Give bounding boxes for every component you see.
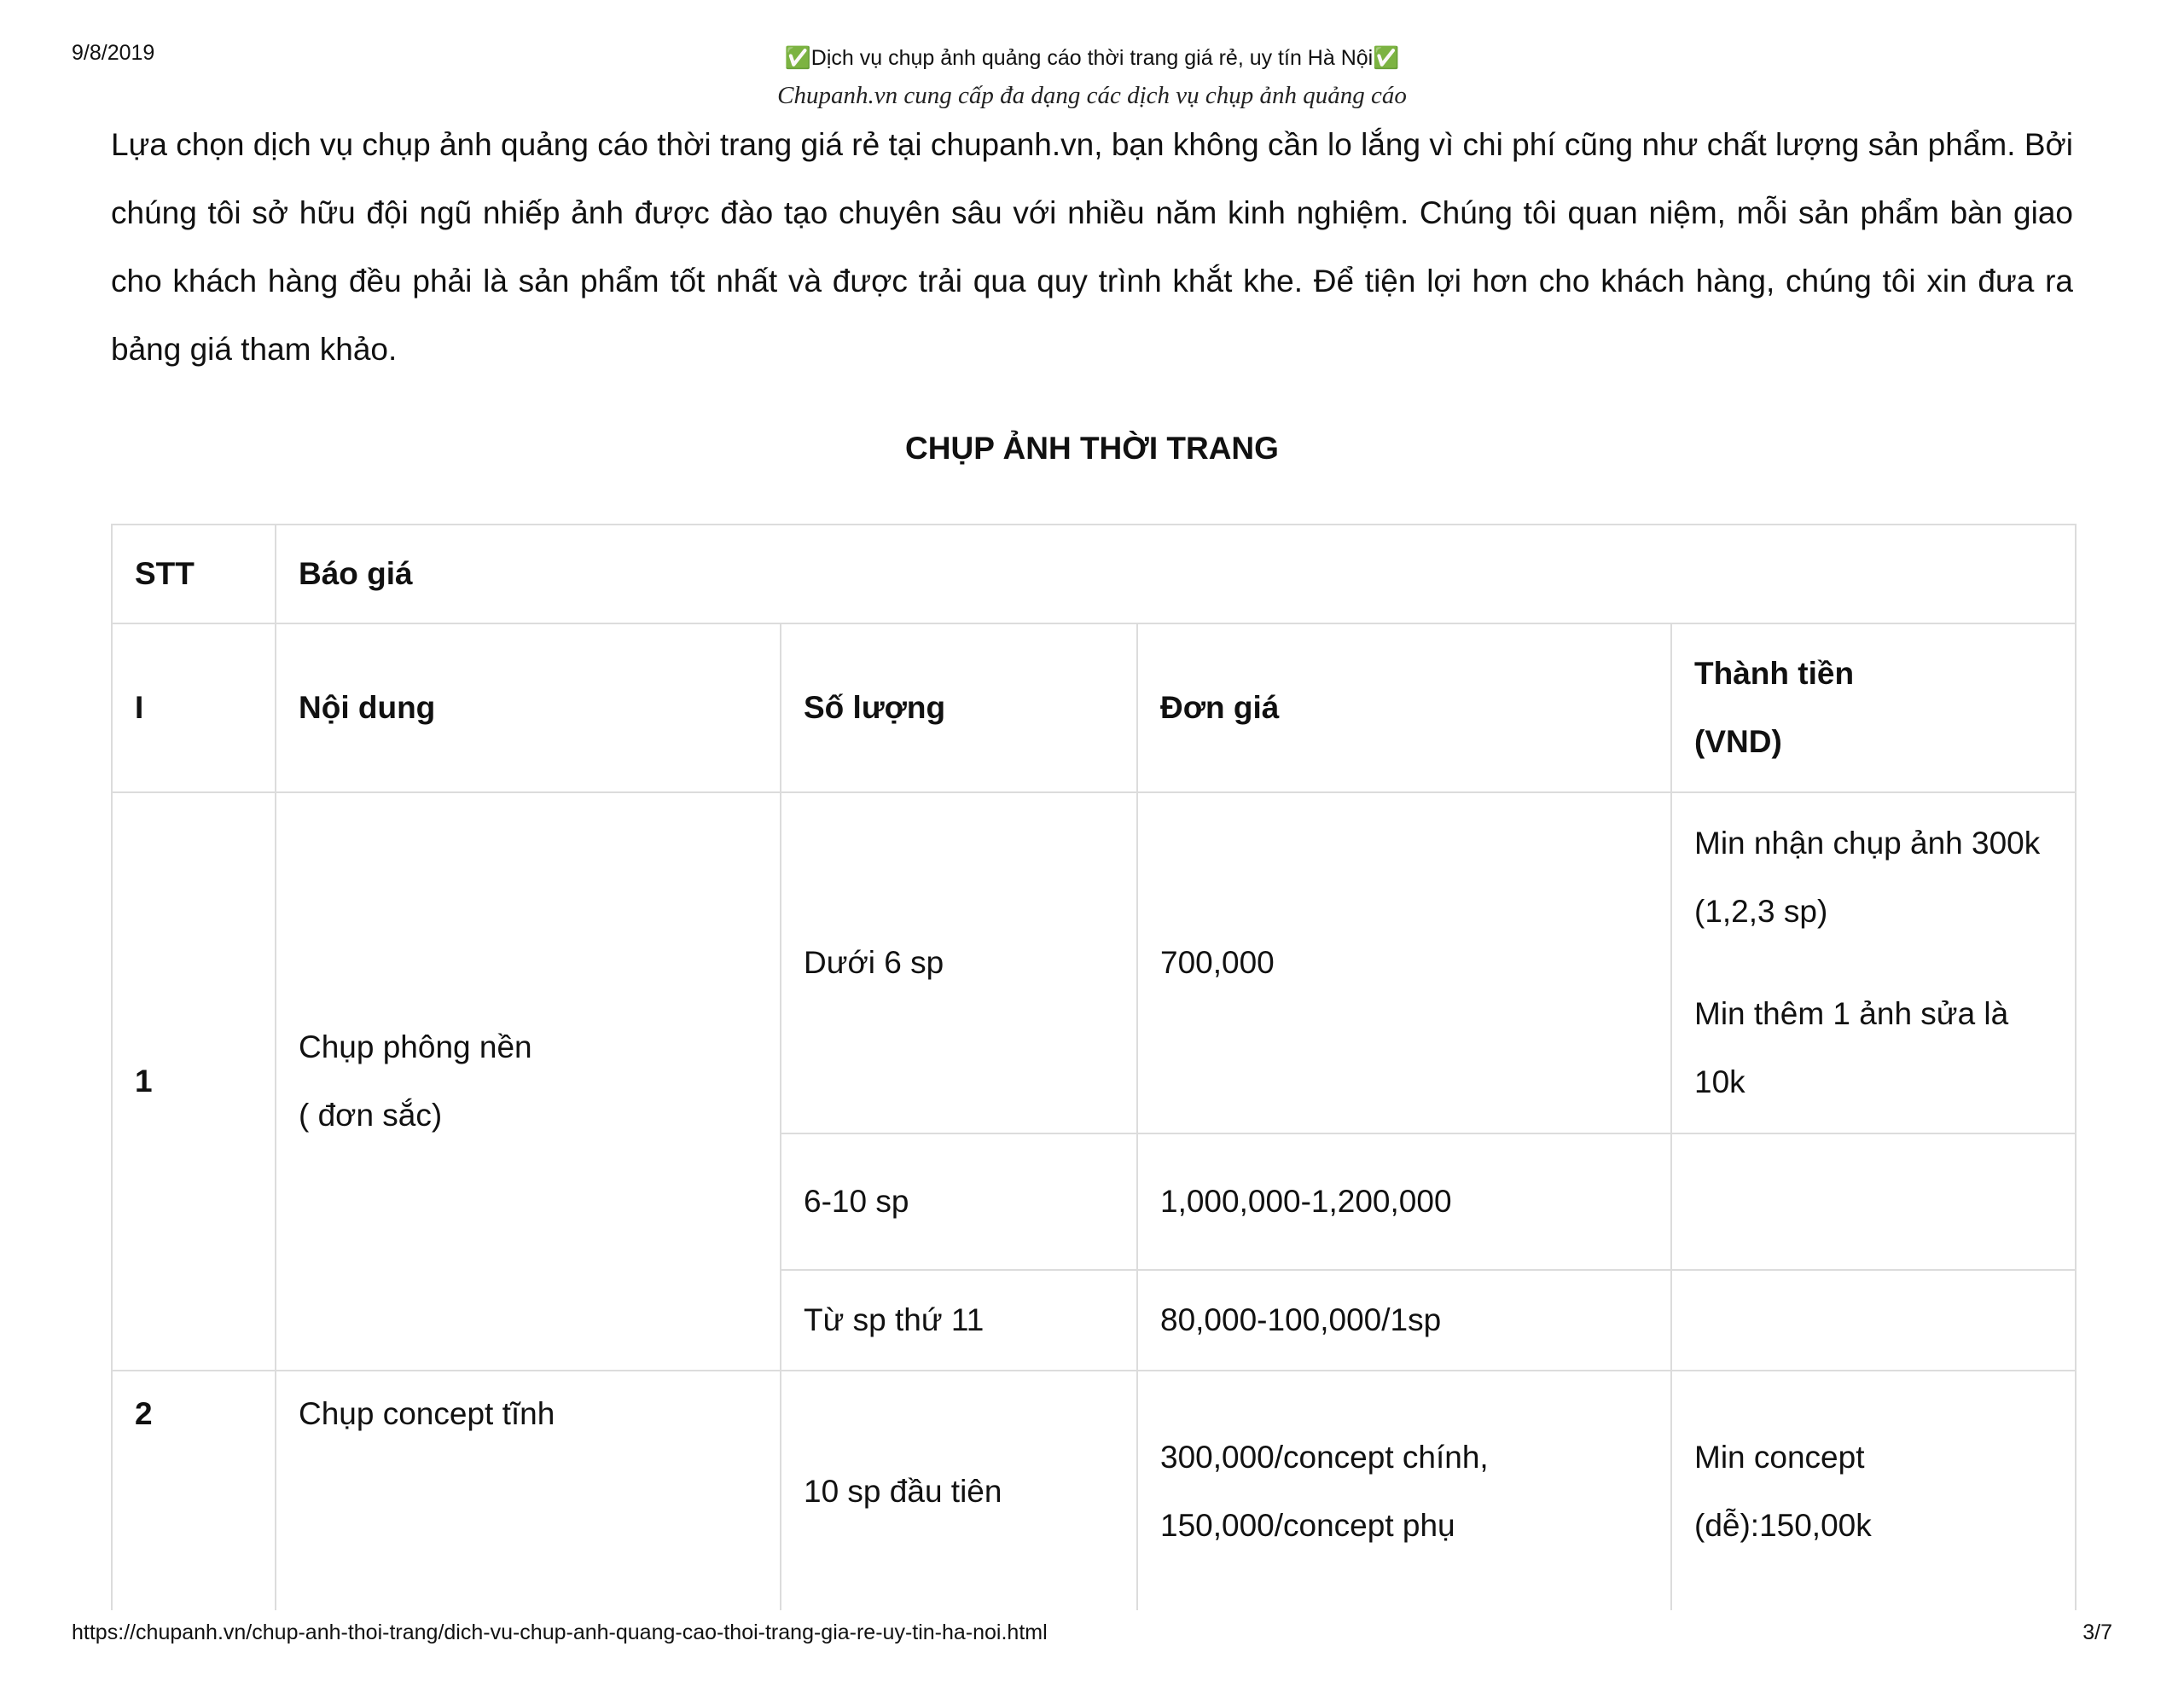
- row-1a-total-line2: (1,2,3 sp): [1694, 894, 1828, 929]
- quote-header: Báo giá: [276, 525, 2076, 623]
- row-2-total: [1671, 1371, 2076, 1613]
- row-1-content: [276, 792, 781, 1371]
- row-2-price-line2: 150,000/concept phụ: [1160, 1508, 1455, 1543]
- row-1a-total-line3: Min thêm 1 ảnh sửa là: [1694, 996, 2009, 1031]
- row-1c-total: [1671, 1270, 2076, 1371]
- print-date: 9/8/2019: [72, 41, 155, 65]
- row-1a-total: [1671, 792, 2076, 1133]
- spacer: [1694, 946, 2075, 980]
- row-2-price-line1: 300,000/concept chính,: [1160, 1440, 1489, 1475]
- row-2-price: [1137, 1371, 1671, 1613]
- price-table: [111, 524, 2077, 1614]
- col-quantity-header: Số lượng: [781, 623, 1137, 792]
- row-1b-price: 1,000,000-1,200,000: [1137, 1133, 1671, 1270]
- row-2-quantity: 10 sp đầu tiên: [781, 1371, 1137, 1613]
- col-total-header-line1: Thành tiền: [1694, 656, 1855, 691]
- page-title: ✅Dịch vụ chụp ảnh quảng cáo thời trang giá rẻ, uy tín Hà Nội✅: [784, 46, 1400, 70]
- row-1-stt: 1: [112, 792, 276, 1371]
- row-1c-price: 80,000-100,000/1sp: [1137, 1270, 1671, 1371]
- table-header-row-2: [112, 623, 2076, 792]
- row-1a-quantity: Dưới 6 sp: [781, 792, 1137, 1133]
- image-caption: Chupanh.vn cung cấp đa dạng các dịch vụ chụp ảnh quảng cáo: [777, 82, 1407, 109]
- section-title: CHỤP ẢNH THỜI TRANG: [905, 431, 1279, 466]
- col-stt-header: STT: [112, 525, 276, 623]
- intro-paragraph: Lựa chọn dịch vụ chụp ảnh quảng cáo thời trang giá rẻ tại chupanh.vn, bạn không cần lo lắng vì chi phí cũng như chất lượng sản phẩm. Bởi chúng tôi sở hữu đội ngũ nhiếp ảnh được đào tạo chuyên sâu với nhiều năm kinh nghiệm. Chúng tôi quan niệm, mỗi sản phẩm bàn giao cho khách hàng đều phải là sản phẩm tốt nhất và được trải qua quy trình khắt khe. Để tiện lợi hơn cho khách hàng, chúng tôi xin đưa ra bảng giá tham khảo.: [111, 127, 2073, 367]
- row-2-content: Chụp concept tĩnh: [276, 1371, 781, 1613]
- table-row: [112, 1371, 2076, 1613]
- row-1a-price: 700,000: [1137, 792, 1671, 1133]
- row-1c-quantity: Từ sp thứ 11: [781, 1270, 1137, 1371]
- col-content-header: Nội dung: [276, 623, 781, 792]
- row-2-total-line1: Min concept: [1694, 1440, 1865, 1475]
- row-1b-quantity: 6-10 sp: [781, 1133, 1137, 1270]
- table-row: [112, 792, 2076, 1133]
- col-total-header-line2: (VND): [1694, 724, 1782, 759]
- row-1-content-line1: Chụp phông nền: [299, 1029, 532, 1064]
- table-header-row-1: [112, 525, 2076, 623]
- row-1-content-line2: ( đơn sắc): [299, 1098, 443, 1133]
- row-1a-total-line4: 10k: [1694, 1064, 1745, 1099]
- col-total-header: [1671, 623, 2076, 792]
- row-2-total-line2: (dễ):150,00k: [1694, 1508, 1872, 1543]
- footer-url: https://chupanh.vn/chup-anh-thoi-trang/dich-vu-chup-anh-quang-cao-thoi-trang-gia-re-uy-tin-ha-noi.html: [72, 1620, 1048, 1644]
- col-unit-price-header: Đơn giá: [1137, 623, 1671, 792]
- row-1b-total: [1671, 1133, 2076, 1270]
- row-2-stt: 2: [112, 1371, 276, 1613]
- row-1a-total-line1: Min nhận chụp ảnh 300k: [1694, 826, 2041, 861]
- page-number: 3/7: [2082, 1620, 2112, 1644]
- group-roman-numeral: I: [112, 623, 276, 792]
